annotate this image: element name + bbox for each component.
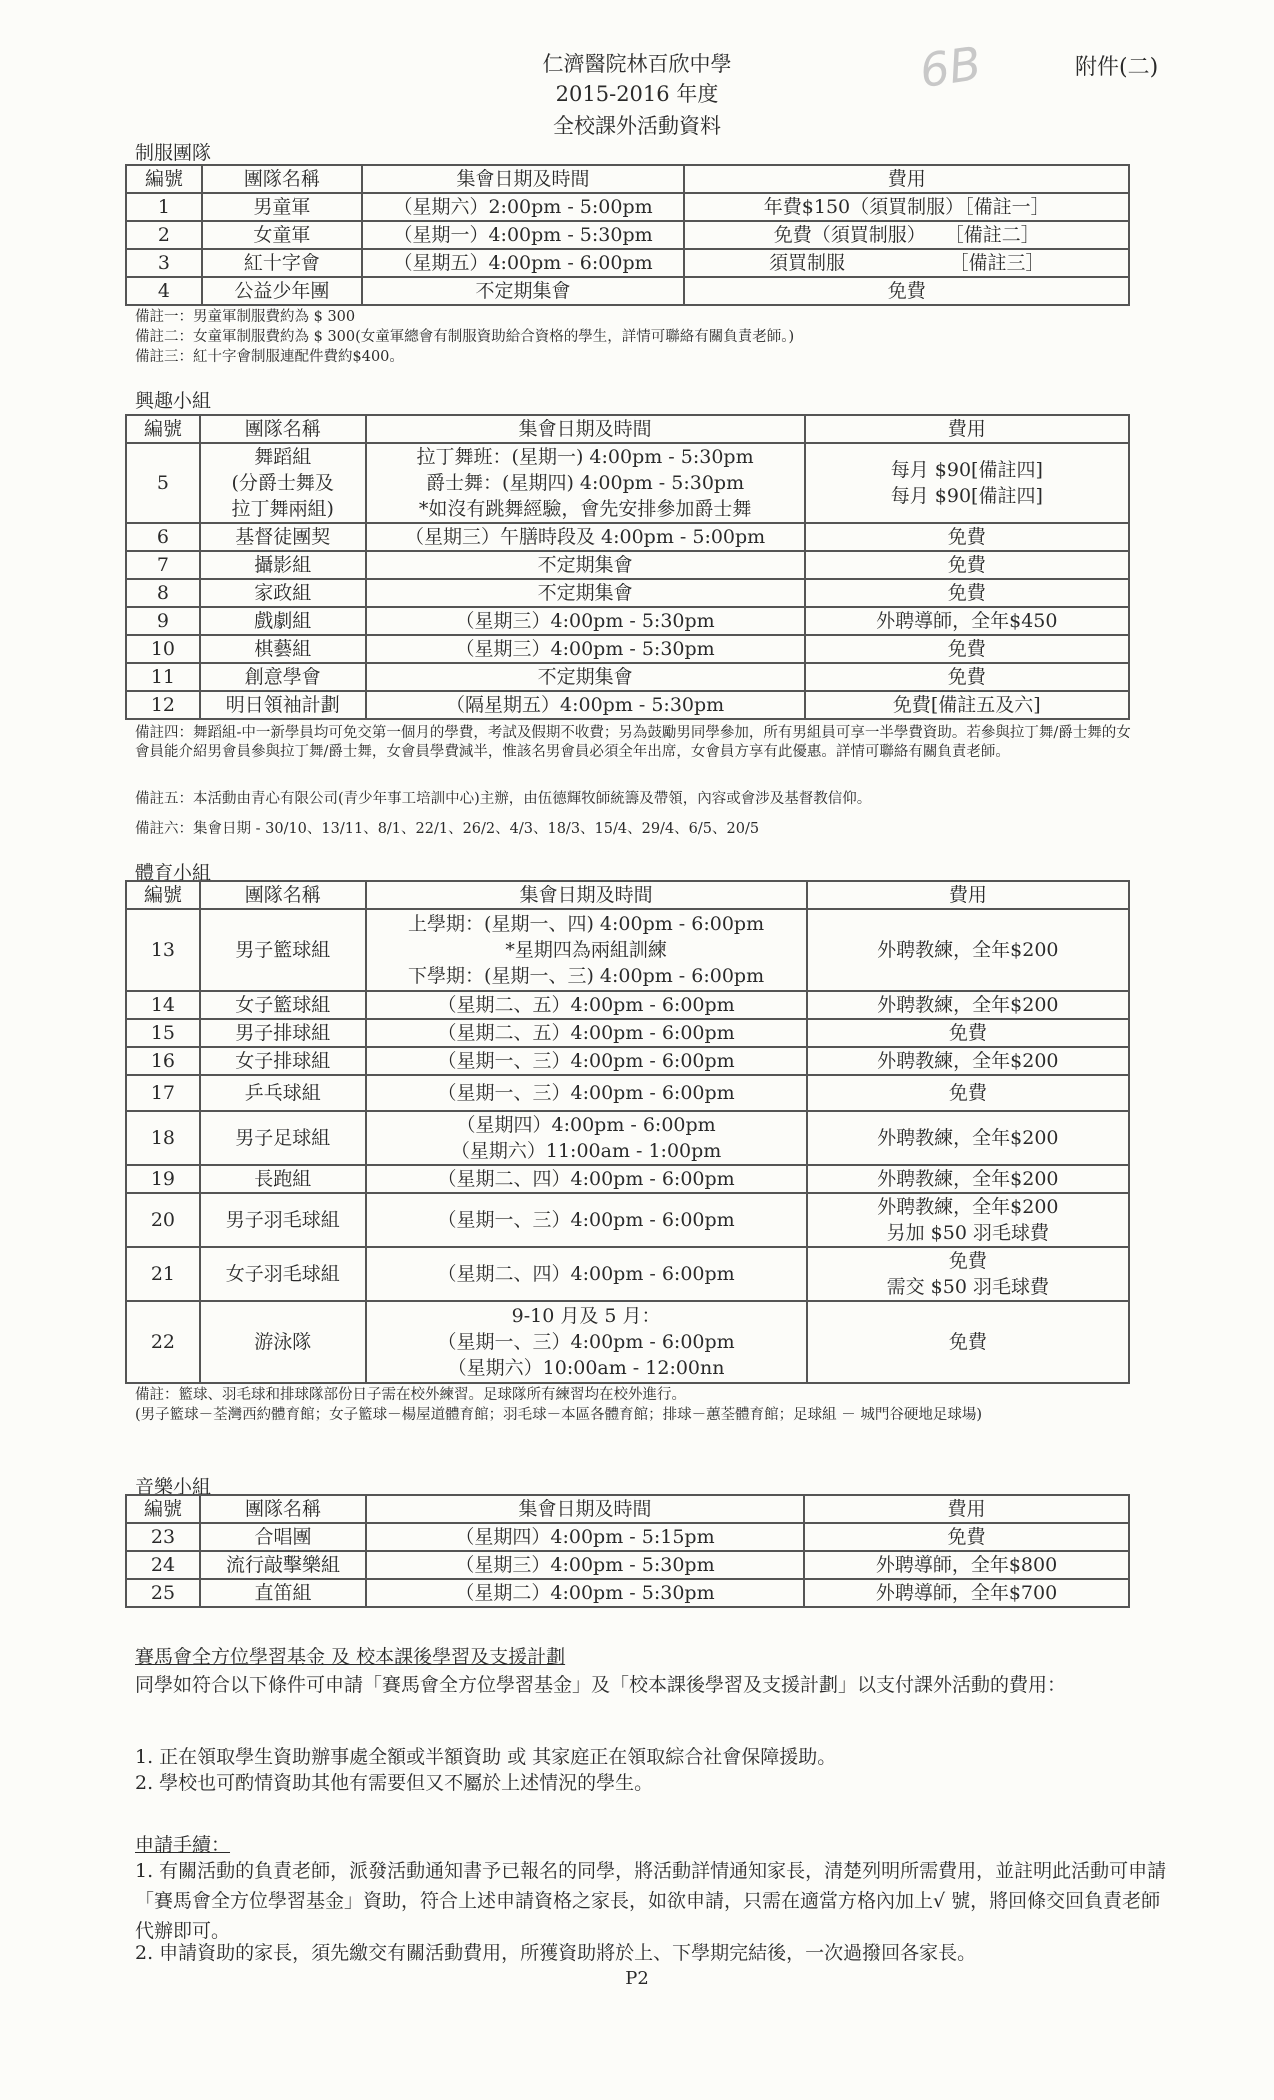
cell-time: 不定期集會 <box>366 663 805 691</box>
cell-fee: 免費 <box>805 663 1129 691</box>
column-header: 集會日期及時間 <box>366 415 805 443</box>
cell-no: 10 <box>126 635 200 663</box>
cell-time: （星期三）4:00pm - 5:30pm <box>366 1551 804 1579</box>
cell-fee: 免費 <box>805 523 1129 551</box>
remark: 備註六：集會日期 - 30/10、13/11、8/1、22/1、26/2、4/3、18/3、15/4、29/4、6/5、20/5 <box>135 821 760 837</box>
section-title: 制服團隊 <box>135 142 212 164</box>
cell-fee: 免費 <box>805 635 1129 663</box>
remark: 備註四：舞蹈組-中一新學員均可免交第一個月的學費，考試及假期不收費；另為鼓勵男同學參加，所有男組員可享一半學費資助。若參與拉丁舞/爵士舞的女會員能介紹男會員參與拉丁舞/爵士舞，女會員學費減半，惟該名男會員必須全年出席，女會員方享有此優惠。詳情可聯絡有關負責老師。 <box>135 725 1131 760</box>
table-row <box>126 909 1129 991</box>
column-header: 編號 <box>126 1495 200 1523</box>
column-header: 費用 <box>805 415 1129 443</box>
cell-fee: 免費 <box>807 1019 1129 1047</box>
cell-name: 舞蹈組 (分爵士舞及 拉丁舞兩組) <box>200 443 366 523</box>
cell-time: （星期二、五）4:00pm - 6:00pm <box>366 991 807 1019</box>
cell-no: 20 <box>126 1193 200 1247</box>
cell-fee: 免費 <box>807 1075 1129 1111</box>
procedure-step: 1. 有關活動的負責老師，派發活動通知書予已報名的同學，將活動詳情通知家長，清楚列明所需費用，並註明此活動可申請「賽馬會全方位學習基金」資助，符合上述申請資格之家長，如欲申請，只需在適當方格內加上√ 號，將回條交回負責老師代辦即可。 <box>135 1860 1167 1942</box>
column-header: 團隊名稱 <box>200 881 366 909</box>
cell-name: 男子羽毛球組 <box>200 1193 366 1247</box>
cell-no: 14 <box>126 991 200 1019</box>
activity-table <box>125 414 1130 720</box>
cell-name: 長跑組 <box>200 1165 366 1193</box>
column-header: 團隊名稱 <box>200 415 366 443</box>
cell-fee: 免費 需交 $50 羽毛球費 <box>807 1247 1129 1301</box>
cell-name: 男子籃球組 <box>200 909 366 991</box>
table-row <box>126 249 1129 277</box>
procedure-heading: 申請手續： <box>135 1834 231 1856</box>
table-row <box>126 1193 1129 1247</box>
table-row <box>126 1075 1129 1111</box>
school-year: 2015-2016 年度 <box>555 82 719 106</box>
procedure-step: 2. 申請資助的家長，須先繳交有關活動費用，所獲資助將於上、下學期完結後，一次過撥回各家長。 <box>135 1942 977 1964</box>
column-header: 編號 <box>126 415 200 443</box>
remark: 備註：籃球、羽毛球和排球隊部份日子需在校外練習。足球隊所有練習均在校外進行。 <box>135 1387 686 1403</box>
remark: (男子籃球－荃灣西約體育館；女子籃球－楊屋道體育館；羽毛球－本區各體育館；排球－蕙荃體育館；足球組 － 城門谷硬地足球場) <box>135 1407 983 1423</box>
cell-no: 9 <box>126 607 200 635</box>
cell-no: 16 <box>126 1047 200 1075</box>
cell-fee: 免費 <box>804 1523 1129 1551</box>
school-name: 仁濟醫院林百欣中學 <box>542 52 732 76</box>
cell-fee: 外聘導師，全年$700 <box>804 1579 1129 1607</box>
remark: 備註一：男童軍制服費約為 $ 300 <box>135 309 356 325</box>
cell-fee: 免費（須買制服） ［備註二］ <box>684 221 1129 249</box>
funding-item: 1. 正在領取學生資助辦事處全額或半額資助 或 其家庭正在領取綜合社會保障援助。 <box>135 1746 837 1768</box>
cell-no: 3 <box>126 249 202 277</box>
table-row <box>126 1165 1129 1193</box>
cell-no: 1 <box>126 193 202 221</box>
cell-name: 游泳隊 <box>200 1301 366 1383</box>
cell-time: （星期六）2:00pm - 5:00pm <box>362 193 685 221</box>
cell-no: 6 <box>126 523 200 551</box>
table-row <box>126 1579 1129 1607</box>
cell-name: 直笛組 <box>200 1579 366 1607</box>
table-header <box>126 881 1129 909</box>
cell-fee: 外聘教練，全年$200 <box>807 909 1129 991</box>
cell-name: 女童軍 <box>202 221 362 249</box>
cell-name: 女子排球組 <box>200 1047 366 1075</box>
cell-time: （星期三）4:00pm - 5:30pm <box>366 607 805 635</box>
remark: 備註三：紅十字會制服連配件費約$400。 <box>135 349 404 365</box>
table-row <box>126 991 1129 1019</box>
cell-fee: 每月 $90[備註四] 每月 $90[備註四] <box>805 443 1129 523</box>
cell-name: 合唱團 <box>200 1523 366 1551</box>
cell-no: 23 <box>126 1523 200 1551</box>
cell-no: 19 <box>126 1165 200 1193</box>
table-row <box>126 635 1129 663</box>
funding-item: 2. 學校也可酌情資助其他有需要但又不屬於上述情況的學生。 <box>135 1772 654 1794</box>
table-row <box>126 277 1129 305</box>
table-header <box>126 165 1129 193</box>
table-header <box>126 415 1129 443</box>
cell-time: （星期四）4:00pm - 6:00pm （星期六）11:00am - 1:00pm <box>366 1111 807 1165</box>
cell-name: 男童軍 <box>202 193 362 221</box>
cell-name: 男子排球組 <box>200 1019 366 1047</box>
table-row <box>126 1047 1129 1075</box>
cell-no: 21 <box>126 1247 200 1301</box>
funding-intro: 同學如符合以下條件可申請「賽馬會全方位學習基金」及「校本課後學習及支援計劃」以支付課外活動的費用： <box>135 1674 1067 1696</box>
cell-time: （星期一、三）4:00pm - 6:00pm <box>366 1193 807 1247</box>
column-header: 團隊名稱 <box>202 165 362 193</box>
cell-time: 上學期：(星期一、四) 4:00pm - 6:00pm *星期四為兩組訓練 下學期：(星期一、三) 4:00pm - 6:00pm <box>366 909 807 991</box>
column-header: 費用 <box>684 165 1129 193</box>
column-header: 集會日期及時間 <box>366 881 807 909</box>
cell-time: （星期一、三）4:00pm - 6:00pm <box>366 1075 807 1111</box>
cell-no: 2 <box>126 221 202 249</box>
table-row <box>126 523 1129 551</box>
table-row <box>126 193 1129 221</box>
remark: 備註五：本活動由青心有限公司(青少年事工培訓中心)主辦，由伍德輝牧師統籌及帶領，內容或會涉及基督教信仰。 <box>135 791 872 807</box>
cell-name: 攝影組 <box>200 551 366 579</box>
cell-name: 創意學會 <box>200 663 366 691</box>
cell-time: （星期一）4:00pm - 5:30pm <box>362 221 685 249</box>
column-header: 集會日期及時間 <box>362 165 685 193</box>
cell-no: 13 <box>126 909 200 991</box>
cell-name: 棋藝組 <box>200 635 366 663</box>
cell-time: 9-10 月及 5 月： （星期一、三）4:00pm - 6:00pm （星期六）10:00am - 12:00nn <box>366 1301 807 1383</box>
cell-fee: 外聘教練，全年$200 另加 $50 羽毛球費 <box>807 1193 1129 1247</box>
cell-name: 基督徒團契 <box>200 523 366 551</box>
cell-no: 22 <box>126 1301 200 1383</box>
cell-time: （星期二、四）4:00pm - 6:00pm <box>366 1247 807 1301</box>
column-header: 費用 <box>807 881 1129 909</box>
cell-time: 不定期集會 <box>362 277 685 305</box>
cell-name: 女子羽毛球組 <box>200 1247 366 1301</box>
activity-table <box>125 164 1130 306</box>
table-row <box>126 1523 1129 1551</box>
cell-time: （星期二、五）4:00pm - 6:00pm <box>366 1019 807 1047</box>
cell-fee: 外聘教練，全年$200 <box>807 1165 1129 1193</box>
table-row <box>126 579 1129 607</box>
cell-name: 男子足球組 <box>200 1111 366 1165</box>
cell-no: 18 <box>126 1111 200 1165</box>
cell-name: 明日領袖計劃 <box>200 691 366 719</box>
activity-table <box>125 880 1130 1384</box>
activity-table <box>125 1494 1130 1608</box>
cell-time: （星期一、三）4:00pm - 6:00pm <box>366 1047 807 1075</box>
cell-no: 17 <box>126 1075 200 1111</box>
cell-time: （星期五）4:00pm - 6:00pm <box>362 249 685 277</box>
cell-fee: 外聘導師，全年$450 <box>805 607 1129 635</box>
section-title: 興趣小組 <box>135 390 212 412</box>
cell-no: 24 <box>126 1551 200 1579</box>
cell-time: 拉丁舞班：(星期一) 4:00pm - 5:30pm 爵士舞：(星期四) 4:00pm - 5:30pm *如沒有跳舞經驗，會先安排參加爵士舞 <box>366 443 805 523</box>
cell-name: 乒乓球組 <box>200 1075 366 1111</box>
table-row <box>126 1111 1129 1165</box>
cell-fee: 免費 <box>807 1301 1129 1383</box>
cell-no: 11 <box>126 663 200 691</box>
handwritten-mark: 6B <box>916 36 985 98</box>
table-row <box>126 1301 1129 1383</box>
cell-time: （星期三）午膳時段及 4:00pm - 5:00pm <box>366 523 805 551</box>
column-header: 集會日期及時間 <box>366 1495 804 1523</box>
funding-heading: 賽馬會全方位學習基金 及 校本課後學習及支援計劃 <box>135 1646 566 1668</box>
document-title: 全校課外活動資料 <box>553 114 721 138</box>
cell-name: 女子籃球組 <box>200 991 366 1019</box>
table-row <box>126 1019 1129 1047</box>
cell-no: 15 <box>126 1019 200 1047</box>
cell-time: 不定期集會 <box>366 551 805 579</box>
table-row <box>126 1551 1129 1579</box>
cell-no: 25 <box>126 1579 200 1607</box>
column-header: 編號 <box>126 881 200 909</box>
cell-name: 戲劇組 <box>200 607 366 635</box>
cell-fee: 外聘教練，全年$200 <box>807 1047 1129 1075</box>
cell-name: 公益少年團 <box>202 277 362 305</box>
table-row <box>126 221 1129 249</box>
page-number: P2 <box>625 1968 649 1989</box>
cell-time: （星期三）4:00pm - 5:30pm <box>366 635 805 663</box>
cell-time: （隔星期五）4:00pm - 5:30pm <box>366 691 805 719</box>
cell-name: 流行敲擊樂組 <box>200 1551 366 1579</box>
table-row <box>126 607 1129 635</box>
remark: 備註二：女童軍制服費約為 $ 300(女童軍總會有制服資助給合資格的學生，詳情可聯絡有關負責老師。) <box>135 329 795 345</box>
section-title: 體育小組 <box>135 862 212 884</box>
cell-fee: 年費$150（須買制服）［備註一］ <box>684 193 1129 221</box>
cell-no: 7 <box>126 551 200 579</box>
cell-fee: 外聘教練，全年$200 <box>807 1111 1129 1165</box>
cell-fee: 須買制服 ［備註三］ <box>684 249 1129 277</box>
table-header <box>126 1495 1129 1523</box>
cell-no: 5 <box>126 443 200 523</box>
cell-fee: 外聘教練，全年$200 <box>807 991 1129 1019</box>
cell-name: 紅十字會 <box>202 249 362 277</box>
cell-name: 家政組 <box>200 579 366 607</box>
column-header: 編號 <box>126 165 202 193</box>
cell-fee: 免費 <box>684 277 1129 305</box>
table-row <box>126 663 1129 691</box>
cell-time: （星期二）4:00pm - 5:30pm <box>366 1579 804 1607</box>
table-row <box>126 1247 1129 1301</box>
table-row <box>126 691 1129 719</box>
section-title: 音樂小組 <box>135 1476 212 1498</box>
cell-fee: 外聘導師，全年$800 <box>804 1551 1129 1579</box>
cell-time: （星期二、四）4:00pm - 6:00pm <box>366 1165 807 1193</box>
cell-fee: 免費 <box>805 551 1129 579</box>
table-row <box>126 551 1129 579</box>
table-row <box>126 443 1129 523</box>
cell-fee: 免費[備註五及六] <box>805 691 1129 719</box>
column-header: 團隊名稱 <box>200 1495 366 1523</box>
column-header: 費用 <box>804 1495 1129 1523</box>
cell-no: 4 <box>126 277 202 305</box>
cell-no: 8 <box>126 579 200 607</box>
cell-time: 不定期集會 <box>366 579 805 607</box>
cell-time: （星期四）4:00pm - 5:15pm <box>366 1523 804 1551</box>
cell-fee: 免費 <box>805 579 1129 607</box>
annex-label: 附件(二) <box>1075 55 1159 80</box>
cell-no: 12 <box>126 691 200 719</box>
